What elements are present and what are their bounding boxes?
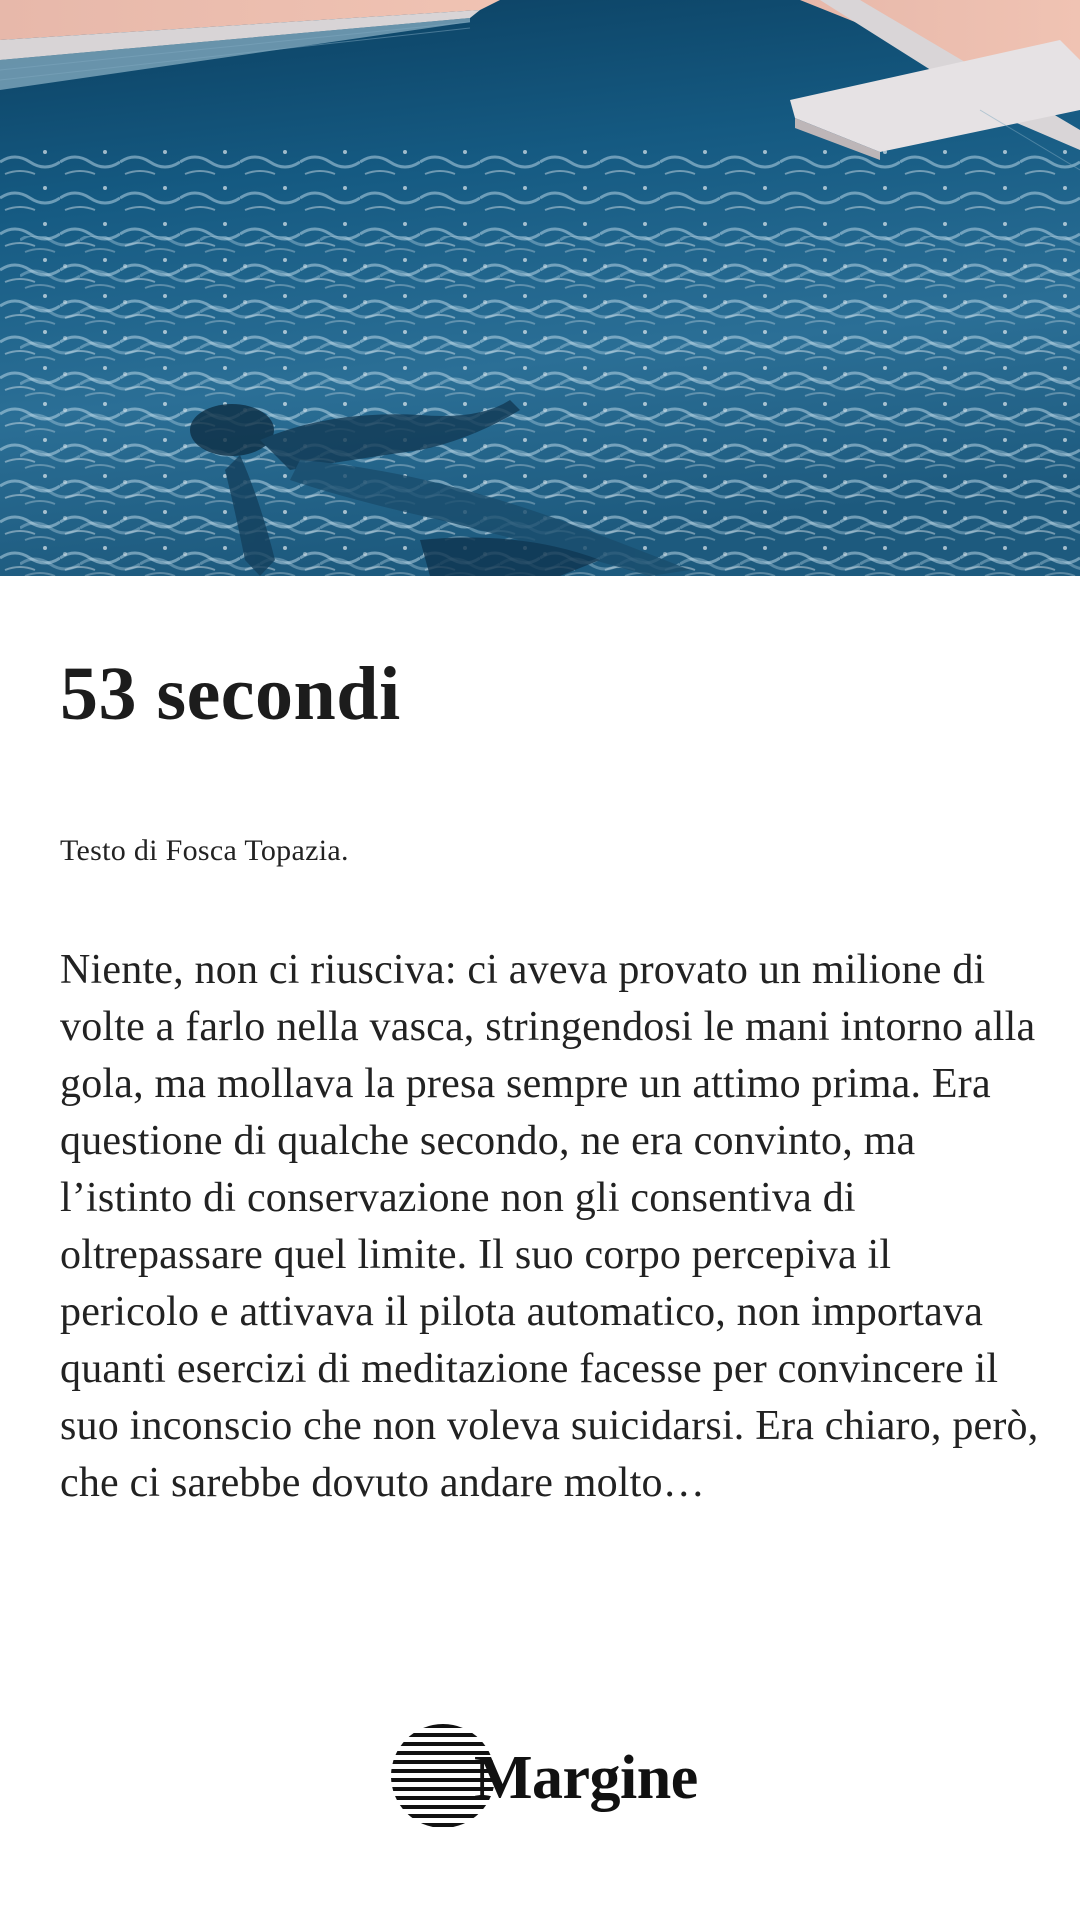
- brand-logo: [390, 1718, 700, 1834]
- article-title: 53 secondi: [60, 652, 401, 736]
- article-byline: Testo di Fosca Topazia.: [60, 834, 349, 867]
- pool-swimmer-image: [0, 0, 1080, 576]
- brand-name: Margine: [474, 1743, 698, 1812]
- article-body: Niente, non ci riusciva: ci aveva provato un milione di volte a farlo nella vasca, stringendosi le mani intorno alla gola, ma mollava la presa sempre un attimo prima. Era questione di qualche secondo, ne era convinto, ma l’istinto di conservazione non gli consentiva di oltrepassare quel limite. Il suo corpo percepiva il pericolo e attivava il pilota automatico, non importava quanti esercizi di meditazione facesse per convincere il suo inconscio che non voleva suicidarsi. Era chiaro, però, che ci sarebbe dovuto andare molto…: [60, 947, 1039, 1506]
- hero-image: [0, 0, 1080, 576]
